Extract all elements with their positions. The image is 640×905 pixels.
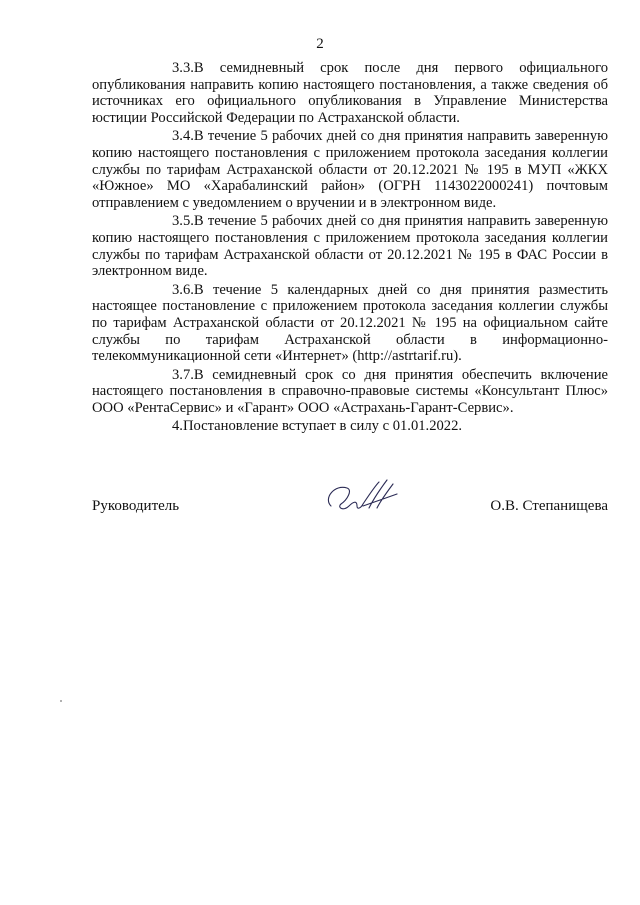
scan-speck	[60, 700, 62, 702]
paragraph-3-4	[92, 128, 608, 211]
paragraph-text: В семидневный срок после дня первого официального опубликования направить копию настоящего постановления, а также сведения об источниках его официального опубликования в Управление Министерства юстиции Российской Федерации по Астраханской области.	[92, 60, 608, 126]
paragraph-text: В течение 5 календарных дней со дня принятия разместить настоящее постановление с приложением протокола заседания коллегии службы по тарифам Астраханской области от 20.12.2021 № 195 на официальном сайте службы по тарифам Астраханской области в информационно-телекоммуникационной сети «Интернет» (http://astrtarif.ru).	[92, 281, 608, 365]
paragraph-4	[92, 418, 608, 435]
paragraph-number: 3.3.	[172, 60, 194, 76]
signature-block	[92, 498, 608, 538]
document-body	[92, 60, 608, 437]
page-number: 2	[316, 36, 324, 52]
paragraph-number: 4.	[172, 418, 183, 435]
paragraph-3-7	[92, 367, 608, 417]
paragraph-number: 3.4.	[172, 128, 194, 145]
signatory-role: Руководитель	[92, 498, 180, 514]
paragraph-number: 3.6.	[172, 281, 194, 298]
paragraph-number: 3.7.	[172, 366, 194, 383]
paragraph-text: Постановление вступает в силу с 01.01.2022.	[182, 418, 463, 435]
signatory-name: О.В. Степанищева	[490, 498, 608, 514]
paragraph-3-6	[92, 282, 608, 365]
paragraph-3-5	[92, 213, 608, 279]
paragraph-text: В течение 5 рабочих дней со дня принятия направить заверенную копию настоящего постановления с приложением протокола заседания коллегии службы по тарифам Астраханской области от 20.12.2021 № 195 в МУП «ЖКХ «Южное» МО «Харабалинский район» (ОГРН 1143022000241) почтовым отправлением с уведомлением о вручении и в электронном виде.	[92, 128, 608, 211]
paragraph-number: 3.5.	[172, 213, 194, 230]
paragraph-text: В семидневный срок со дня принятия обеспечить включение настоящего постановления в справочно-правовые системы «Консультант Плюс» ООО «РентаСервис» и «Гарант» ООО «Астрахань-Гарант-Сервис».	[92, 366, 608, 416]
paragraph-3-3	[92, 60, 608, 126]
handwritten-signature-icon	[317, 476, 407, 524]
paragraph-text: В течение 5 рабочих дней со дня принятия направить заверенную копию настоящего постановления с приложением протокола заседания коллегии службы по тарифам Астраханской области от 20.12.2021 № 195 в ФАС России в электронном виде.	[92, 213, 608, 280]
